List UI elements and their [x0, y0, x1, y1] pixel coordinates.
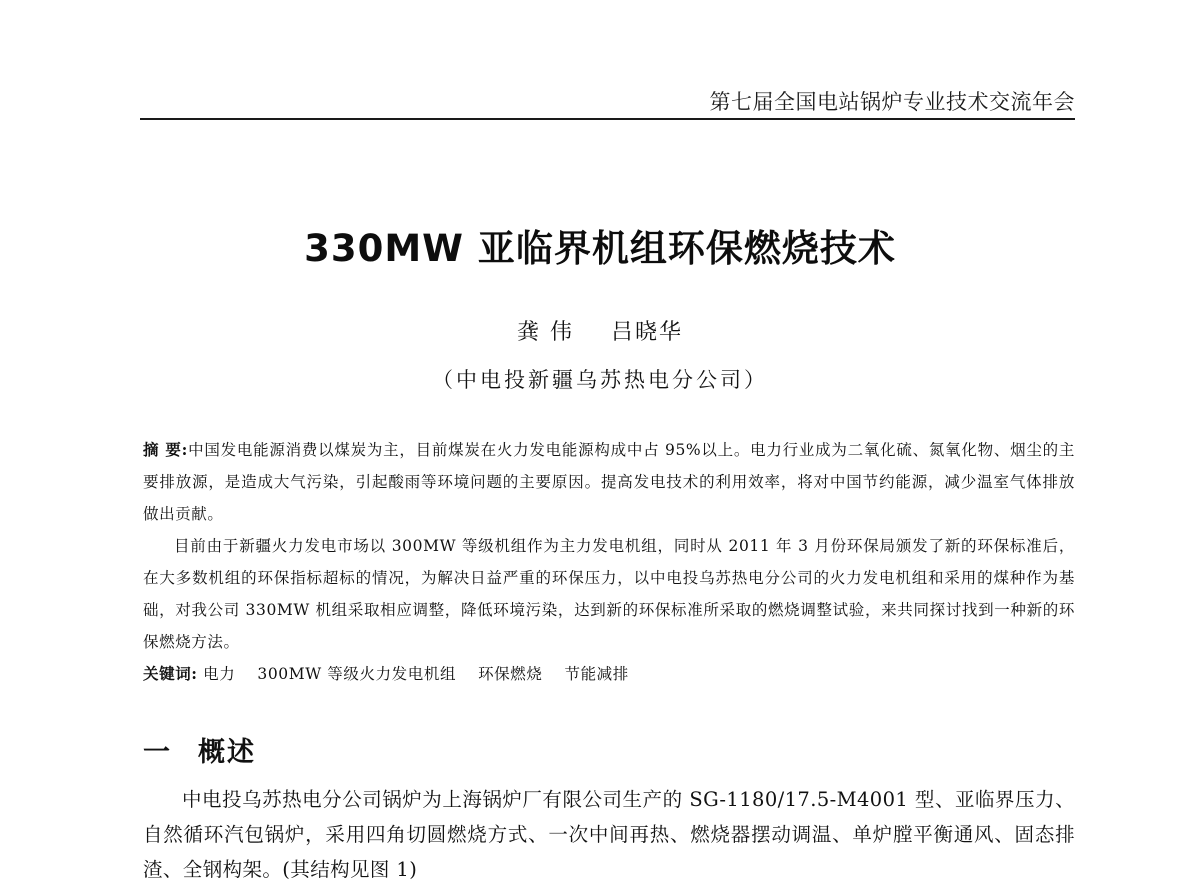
section-number: 一 [143, 737, 172, 768]
body-paragraph: 中电投乌苏热电分公司锅炉为上海锅炉厂有限公司生产的 SG-1180/17.5-M4001 型、亚临界压力、自然循环汽包锅炉，采用四角切圆燃烧方式、一次中间再热、燃烧器摆动调温、单炉膛平衡通风、固态排渣、全钢构架。(其结构见图 1) [143, 788, 1075, 881]
affiliation: （中电投新疆乌苏热电分公司） [432, 368, 768, 392]
keyword: 环保燃烧 [478, 665, 543, 683]
section-body [143, 782, 1075, 887]
section-title: 概述 [198, 737, 256, 768]
keywords-label: 关键词: [143, 664, 198, 683]
abstract-paragraph: 目前由于新疆火力发电市场以 300MW 等级机组作为主力发电机组，同时从 2011 年 3 月份环保局颁发了新的环保标准后，在大多数机组的环保指标超标的情况，为解决日益严重的环保压力，以中电投乌苏热电分公司的火力发电机组和采用的煤种作为基础，对我公司 330MW 机组采取相应调整，降低环境污染，达到新的环保标准所采取的燃烧调整试验，来共同探讨找到一种新的环保燃烧方法。 [143, 537, 1075, 651]
abstract-text: 中国发电能源消费以煤炭为主，目前煤炭在火力发电能源构成中占 95%以上。电力行业成为二氧化硫、氮氧化物、烟尘的主要排放源，是造成大气污染，引起酸雨等环境问题的主要原因。提高发电技术的利用效率，将对中国节约能源，减少温室气体排放做出贡献。 [143, 441, 1075, 523]
running-header: 第七届全国电站锅炉专业技术交流年会 [709, 90, 1075, 114]
section-heading [143, 730, 256, 769]
keyword: 300MW 等级火力发电机组 [257, 665, 457, 683]
paper-title: 330MW 亚临界机组环保燃烧技术 [304, 227, 896, 270]
author-name: 吕晓华 [610, 320, 683, 345]
author-name: 龚 伟 [516, 320, 574, 345]
abstract-label: 摘 要: [143, 440, 188, 459]
abstract-paragraph [143, 434, 1075, 530]
header-rule [140, 118, 1075, 120]
keywords [143, 658, 1075, 690]
authors [0, 315, 1200, 346]
keyword: 节能减排 [564, 665, 629, 683]
keyword: 电力 [203, 665, 236, 683]
abstract-block [143, 434, 1075, 690]
